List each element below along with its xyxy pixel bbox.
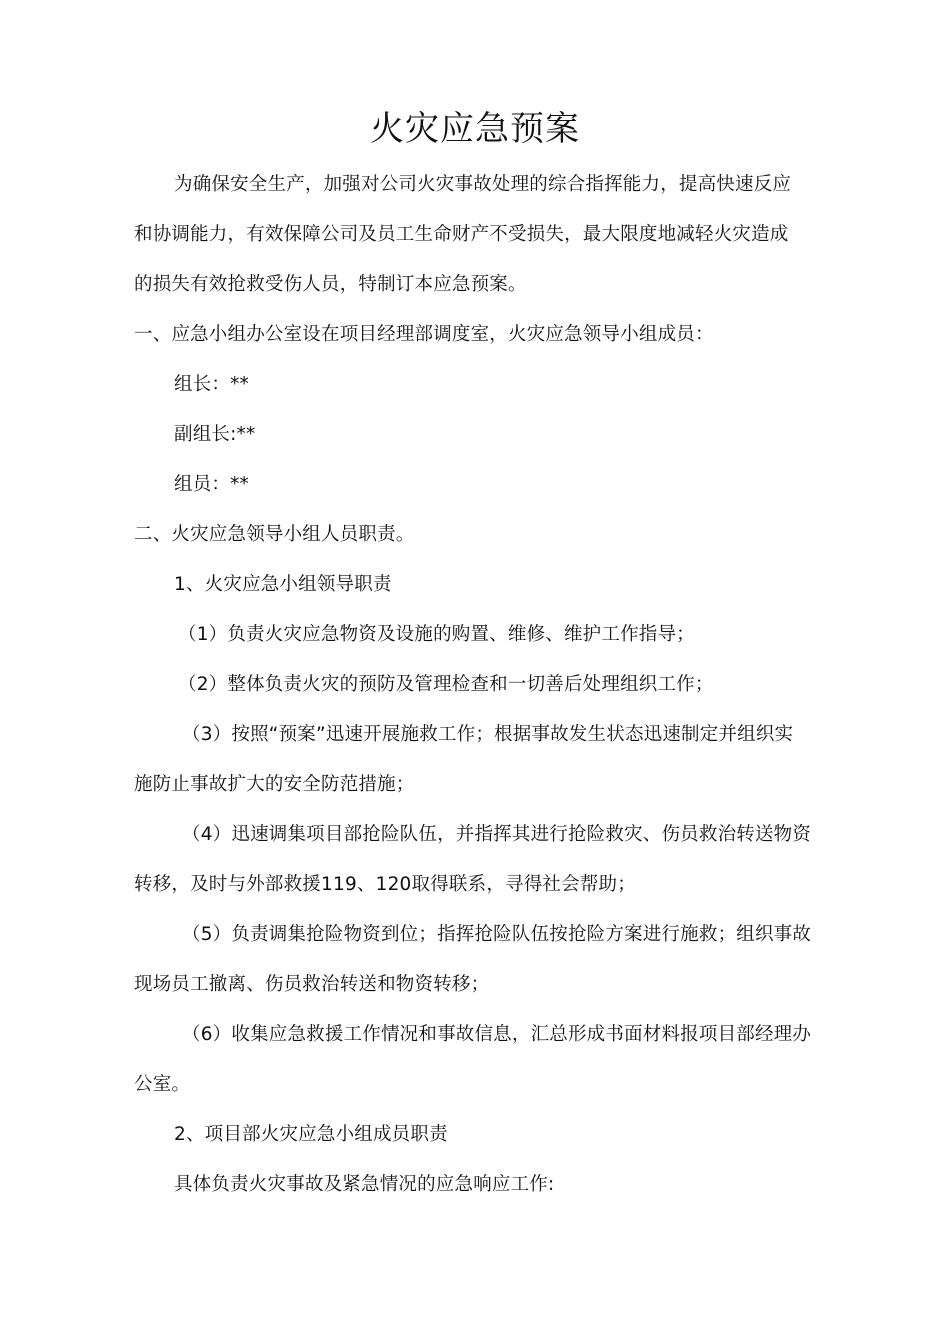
list-item-continuation: 转移，及时与外部救援119、120取得联系，寻得社会帮助； xyxy=(134,874,636,895)
member-line: 副组长:** xyxy=(174,424,256,445)
paragraph-line: 的损失有效抢救受伤人员，特制订本应急预案。 xyxy=(134,274,527,295)
member-line: 组员：** xyxy=(174,474,250,495)
section-heading: 一、应急小组办公室设在项目经理部调度室，火灾应急领导小组成员： xyxy=(134,324,714,345)
list-item: （2）整体负责火灾的预防及管理检查和一切善后处理组织工作； xyxy=(178,674,714,695)
list-item: （4）迅速调集项目部抢险队伍，并指挥其进行抢险救灾、伤员救治转送物资 xyxy=(182,824,812,845)
paragraph-line: 为确保安全生产，加强对公司火灾事故处理的综合指挥能力，提高快速反应 xyxy=(174,174,792,195)
section-heading: 二、火灾应急领导小组人员职责。 xyxy=(134,524,415,545)
paragraph-line: 具体负责火灾事故及紧急情况的应急响应工作: xyxy=(174,1174,555,1195)
list-item: （3）按照“预案”迅速开展施救工作；根据事故发生状态迅速制定并组织实 xyxy=(182,724,794,745)
list-item: （1）负责火灾应急物资及设施的购置、维修、维护工作指导； xyxy=(178,624,695,645)
list-item: （6）收集应急救援工作情况和事故信息，汇总形成书面材料报项目部经理办 xyxy=(182,1024,812,1045)
member-line: 组长：** xyxy=(174,374,250,395)
subsection-heading: 1、火灾应急小组领导职责 xyxy=(174,574,392,595)
paragraph-line: 和协调能力，有效保障公司及员工生命财产不受损失，最大限度地减轻火灾造成 xyxy=(134,224,789,245)
list-item-continuation: 现场员工撤离、伤员救治转送和物资转移； xyxy=(134,974,490,995)
list-item-continuation: 施防止事故扩大的安全防范措施； xyxy=(134,774,415,795)
list-item-continuation: 公室。 xyxy=(134,1074,191,1095)
subsection-heading: 2、项目部火灾应急小组成员职责 xyxy=(174,1124,448,1145)
list-item: （5）负责调集抢险物资到位；指挥抢险队伍按抢险方案进行施救；组织事故 xyxy=(182,924,812,945)
document-title: 火灾应急预案 xyxy=(370,109,580,149)
